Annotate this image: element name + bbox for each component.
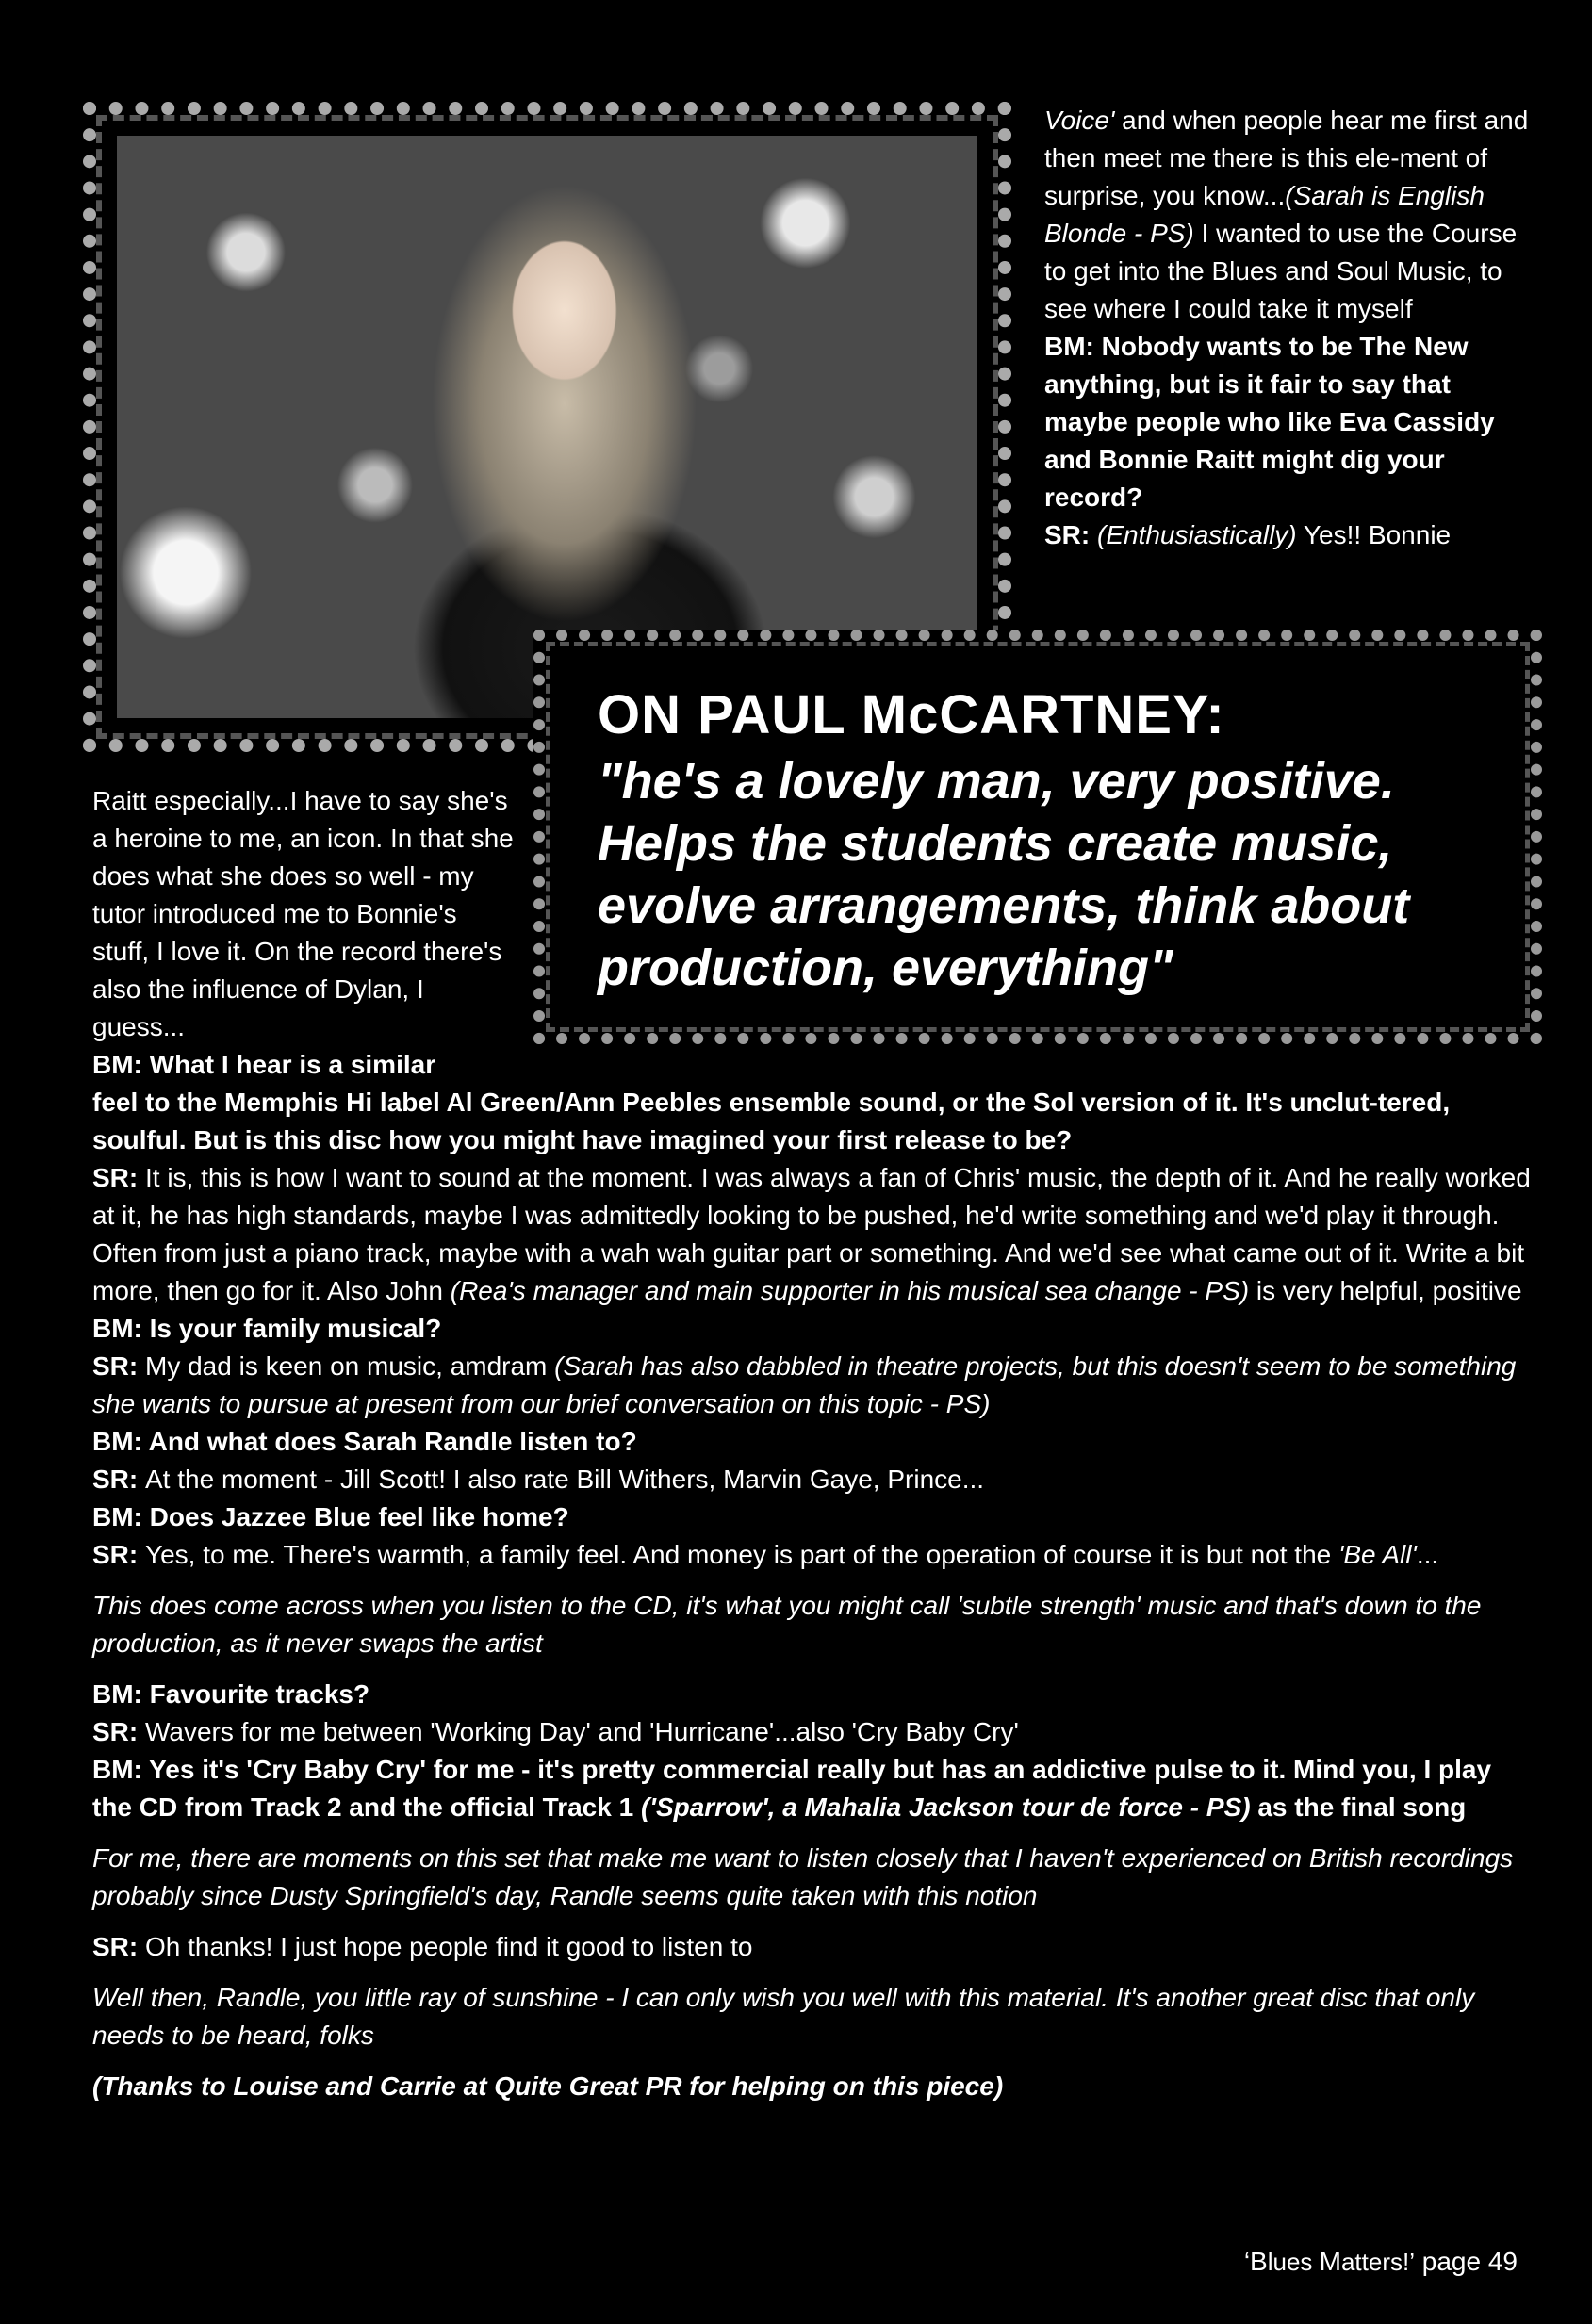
text-run: SR: [92, 1351, 145, 1381]
paragraph [92, 1498, 1535, 1536]
left-column-text [92, 782, 517, 1084]
text-run: This does come across when you listen to the CD, it's what you might call 'subtle strength' music and that's down to the production, as it never swaps the artist [92, 1591, 1482, 1658]
text-run: Oh thanks! I just hope people find it good to listen to [145, 1932, 753, 1961]
footer-page-number: page 49 [1415, 2247, 1518, 2276]
pull-quote-text: "he's a lovely man, very positive. Helps the students create music, evolve arrangements, think about production, everything" [598, 753, 1410, 996]
paragraph [92, 1587, 1535, 1662]
text-run: (Sarah is English Blonde - PS) [1044, 181, 1485, 248]
footer-l2: atters!’ [1340, 2248, 1415, 2276]
paragraph [92, 1310, 1535, 1348]
text-run: SR: [92, 1717, 145, 1746]
text-run: Well then, Randle, you little ray of sunshine - I can only wish you well with this material. It's another great disc that only needs to be heard, folks [92, 1983, 1475, 2050]
text-run: (Rea's manager and main supporter in his musical sea change - PS) [450, 1276, 1250, 1305]
text-run: BM: And what does Sarah Randle listen to? [92, 1427, 637, 1456]
text-run: is very helpful, positive [1249, 1276, 1522, 1305]
paragraph [92, 1348, 1535, 1423]
text-run: SR: [92, 1932, 145, 1961]
text-run: BM: Yes it's 'Cry Baby Cry' for me - it's pretty commercial really but has an addictive pulse to it. Mind you, I play the CD from Track 2 and the official Track 1 [92, 1755, 1492, 1822]
text-run: BM: Does Jazzee Blue feel like home? [92, 1502, 569, 1531]
text-run: BM: Nobody wants to be The New anything, but is it fair to say that maybe people who like Eva Cassidy and Bonnie Raitt might dig your record? [1044, 332, 1495, 512]
text-run: ('Sparrow', a Mahalia Jackson tour de force - PS) [640, 1792, 1251, 1822]
paragraph [92, 1423, 1535, 1461]
text-run: Yes!! Bonnie [1296, 520, 1452, 549]
text-run: At the moment - Jill Scott! I also rate Bill Withers, Marvin Gaye, Prince... [145, 1465, 985, 1494]
text-run: SR: [92, 1163, 145, 1192]
paragraph [92, 782, 517, 1046]
text-run: Yes, to me. There's warmth, a family feel. And money is part of the operation of course it is but not the [145, 1540, 1339, 1569]
pull-quote-box [533, 630, 1542, 1044]
text-run: and when people hear me first and then meet me there is this ele-ment of surprise, you know... [1044, 106, 1529, 210]
pull-quote-heading: ON PAUL McCARTNEY: [598, 684, 1225, 745]
footer-b2: M [1319, 2247, 1341, 2276]
text-run: Raitt especially...I have to say she's a heroine to me, an icon. In that she does what she does so well - my tutor introduced me to Bonnie's stuff, I love it. On the record there's also the influence of Dylan, I guess... [92, 786, 514, 1041]
text-run: 'Be All' [1338, 1540, 1417, 1569]
paragraph [1044, 102, 1535, 328]
text-run: feel to the Memphis Hi label Al Green/Ann Peebles ensemble sound, or the Sol version of it. It's unclut-tered, soulful. But is this disc how you might have imagined your first release to be? [92, 1088, 1451, 1154]
right-column-text [1044, 102, 1535, 554]
paragraph [92, 1536, 1535, 1574]
paragraph [92, 1461, 1535, 1498]
text-run: Voice' [1044, 106, 1115, 135]
text-run: BM: Favourite tracks? [92, 1679, 370, 1709]
text-run: Wavers for me between 'Working Day' and 'Hurricane'...also 'Cry Baby Cry' [145, 1717, 1019, 1746]
text-run: BM: Is your family musical? [92, 1314, 442, 1343]
text-run: My dad is keen on music, amdram [145, 1351, 555, 1381]
text-run: ... [1416, 1540, 1439, 1569]
text-run: BM: What I hear is a similar [92, 1050, 436, 1079]
text-run: SR: [92, 1540, 145, 1569]
paragraph [1044, 328, 1535, 516]
article-body [92, 1084, 1535, 2105]
text-run: (Sarah has also dabbled in theatre projects, but this doesn't seem to be something she wants to pursue at present from our brief conversation on this topic - PS) [92, 1351, 1517, 1418]
text-run: as the final song [1250, 1792, 1467, 1822]
footer-l1: lues [1267, 2248, 1320, 2276]
paragraph [92, 1676, 1535, 1713]
text-run: SR: [1044, 520, 1097, 549]
paragraph [1044, 516, 1535, 554]
paragraph [92, 1840, 1535, 1915]
text-run: It is, this is how I want to sound at the moment. I was always a fan of Chris' music, the depth of it. And he really worked at it, he has high standards, maybe I was admittedly looking to be pushed, he'd write something and we'd play it through. Often from just a piano track, maybe with a wah wah guitar part or something. And we'd see what came out of it. Write a bit more, then go for it. Also John [92, 1163, 1531, 1305]
text-run: For me, there are moments on this set that make me want to listen closely that I haven't experienced on British recordings probably since Dusty Springfield's day, Randle seems quite taken with this notion [92, 1843, 1514, 1910]
text-run: (Enthusiastically) [1097, 520, 1297, 549]
paragraph [92, 1713, 1535, 1751]
paragraph [92, 1159, 1535, 1310]
text-run: SR: [92, 1465, 145, 1494]
paragraph [92, 1979, 1535, 2054]
page-footer [1141, 2243, 1518, 2281]
paragraph [92, 1928, 1535, 1966]
text-run: I wanted to use the Course to get into the Blues and Soul Music, to see where I could take it myself [1044, 219, 1518, 323]
paragraph [92, 1751, 1535, 1826]
footer-b1: ‘B [1243, 2247, 1268, 2276]
paragraph [92, 1046, 517, 1084]
text-run: (Thanks to Louise and Carrie at Quite Great PR for helping on this piece) [92, 2071, 1004, 2101]
paragraph [92, 2068, 1535, 2105]
paragraph [92, 1084, 1535, 1159]
